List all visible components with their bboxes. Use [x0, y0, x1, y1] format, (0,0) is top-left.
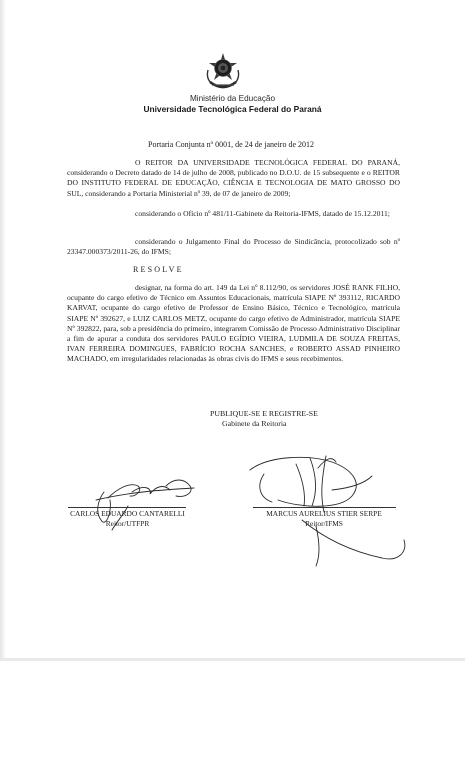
gabinete-da-reitoria: Gabinete da Reitoria	[222, 419, 287, 428]
paragraph-julgamento: considerando o Julgamento Final do Processo de Sindicância, protocolizado sob nº 23347.000373/2011-26, do IFMS;	[67, 237, 400, 257]
signatory-name-right: MARCUS AURELIUS STIER SERPE	[266, 509, 382, 518]
signature-line-left	[68, 507, 186, 508]
signatory-role-right: Reitor/IFMS	[305, 519, 343, 528]
paragraph-oficio: considerando o Ofício nº 481/11-Gabinete da Reitoria-IFMS, datado de 15.12.2011;	[135, 209, 390, 218]
document-title: Portaria Conjunta nº 0001, de 24 de janeiro de 2012	[148, 140, 314, 149]
paragraph-rector-considerations: O REITOR DA UNIVERSIDADE TECNOLÓGICA FEDERAL DO PARANÁ, considerando o Decreto datado de 14 de julho de 2008, publicado no D.O.U. de 15 subsequente e o REITOR DO INSTITUTO FEDERAL DE EDUCAÇÃO, CIÊNCIA E TECNOLOGIA DE MATO GROSSO DO SUL, considerando a Portaria Ministerial nº 39, de 07 de janeiro de 2009;	[67, 158, 400, 198]
resolve-heading: RESOLVE	[133, 265, 184, 274]
university-name: Universidade Tecnológica Federal do Paraná	[143, 104, 322, 114]
ministry-name: Ministério da Educação	[189, 94, 276, 103]
signatory-name-left: CARLOS EDUARDO CANTARELLI	[70, 509, 185, 518]
scan-bottom-edge	[0, 658, 465, 661]
signatory-role-left: Reitor/UTFPR	[105, 519, 150, 528]
paragraph-designar: designar, na forma do art. 149 da Lei nº 8.112/90, os servidores JOSÉ RANK FILHO, ocupante do cargo efetivo de Técnico em Assuntos Educacionais, matrícula SIAPE Nº 393112, RICARDO KARVAT, ocupante do cargo efetivo de Professor de Ensino Básico, Técnico e Tecnológico, matrícula SIAPE Nº 392627, e LUIZ CARLOS METZ, ocupante do cargo efetivo de Administrador, matrícula SIAPE Nº 392822, para, sob a presidência do primeiro, integrarem Comissão de Processo Administrativo Disciplinar a fim de apurar a conduta dos servidores PAULO EGÍDIO VIEIRA, LUDMILA DE SOUZA FREITAS, IVAN FERREIRA DOMINGUES, FABRÍCIO ROCHA SANCHES, e ROBERTO ASSAD PINHEIRO MACHADO, em irregularidades relacionadas às obras civis do IFMS e seus recebimentos.	[67, 283, 400, 364]
signature-line-right	[253, 507, 396, 508]
publique-registre: PUBLIQUE-SE E REGISTRE-SE	[210, 409, 318, 418]
brazil-coat-of-arms-icon	[205, 52, 241, 92]
